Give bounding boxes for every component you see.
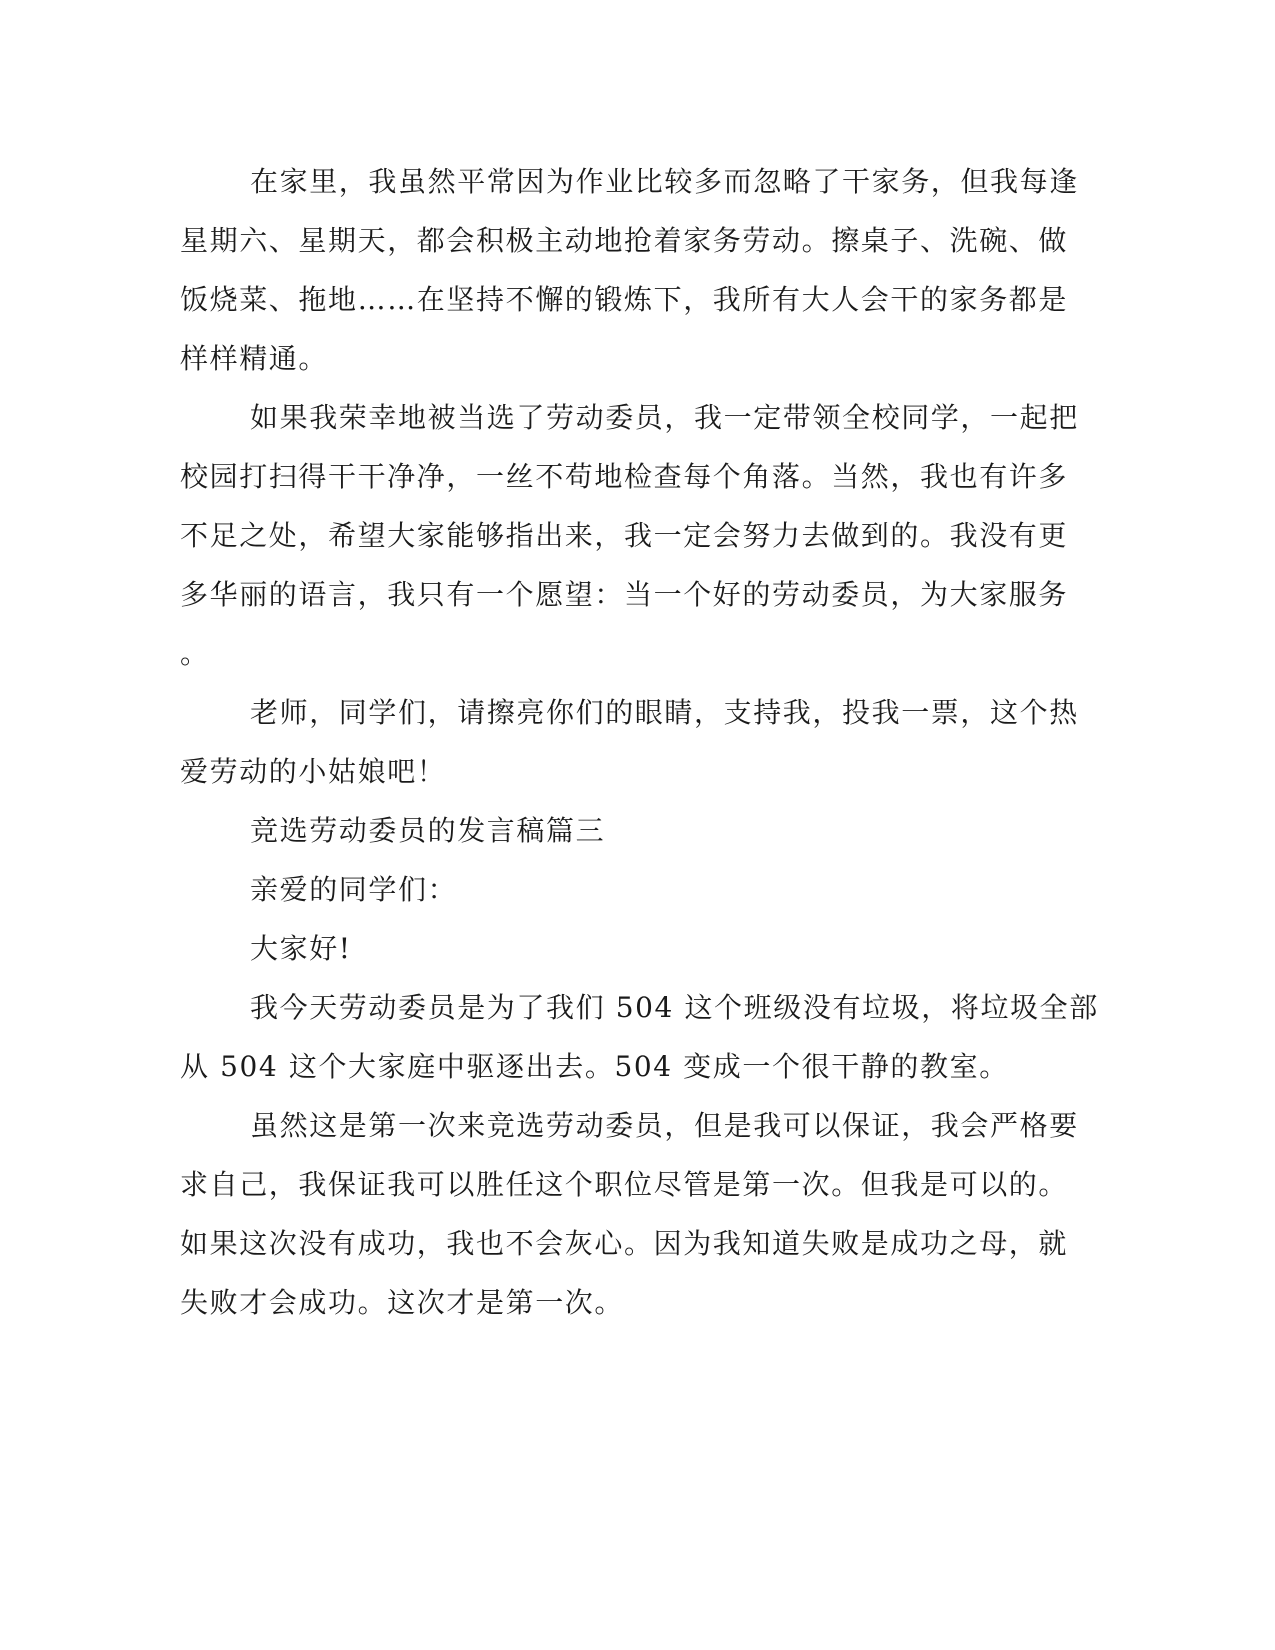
text-line: 在家里，我虽然平常因为作业比较多而忽略了干家务，但我每逢 [250, 165, 1079, 198]
text-line: 爱劳动的小姑娘吧！ [180, 755, 447, 788]
section-heading: 竞选劳动委员的发言稿篇三 [250, 814, 606, 847]
text-line: 老师，同学们，请擦亮你们的眼睛，支持我，投我一票，这个热 [250, 696, 1079, 729]
greeting: 大家好! [250, 932, 352, 965]
text-line: 如果我荣幸地被当选了劳动委员，我一定带领全校同学，一起把 [250, 401, 1079, 434]
text-line: 失败才会成功。这次才是第一次。 [180, 1286, 625, 1319]
text-line: 饭烧菜、拖地……在坚持不懈的锻炼下，我所有大人会干的家务都是 [180, 283, 1069, 316]
text-line: 星期六、星期天，都会积极主动地抢着家务劳动。擦桌子、洗碗、做 [180, 224, 1069, 257]
text-line: 如果这次没有成功，我也不会灰心。因为我知道失败是成功之母，就 [180, 1227, 1069, 1260]
text-line: 校园打扫得干干净净，一丝不苟地检查每个角落。当然，我也有许多 [180, 460, 1069, 493]
salutation: 亲爱的同学们： [250, 873, 458, 906]
text-line: 从 504 这个大家庭中驱逐出去。504 变成一个很干静的教室。 [180, 1050, 1009, 1083]
text-line: 。 [180, 637, 210, 670]
text-line: 不足之处，希望大家能够指出来，我一定会努力去做到的。我没有更 [180, 519, 1069, 552]
text-line: 我今天劳动委员是为了我们 504 这个班级没有垃圾，将垃圾全部 [250, 991, 1099, 1024]
text-line: 求自己，我保证我可以胜任这个职位尽管是第一次。但我是可以的。 [180, 1168, 1069, 1201]
text-line: 样样精通。 [180, 342, 329, 375]
text-line: 虽然这是第一次来竞选劳动委员，但是我可以保证，我会严格要 [250, 1109, 1079, 1142]
text-line: 多华丽的语言，我只有一个愿望：当一个好的劳动委员，为大家服务 [180, 578, 1069, 611]
